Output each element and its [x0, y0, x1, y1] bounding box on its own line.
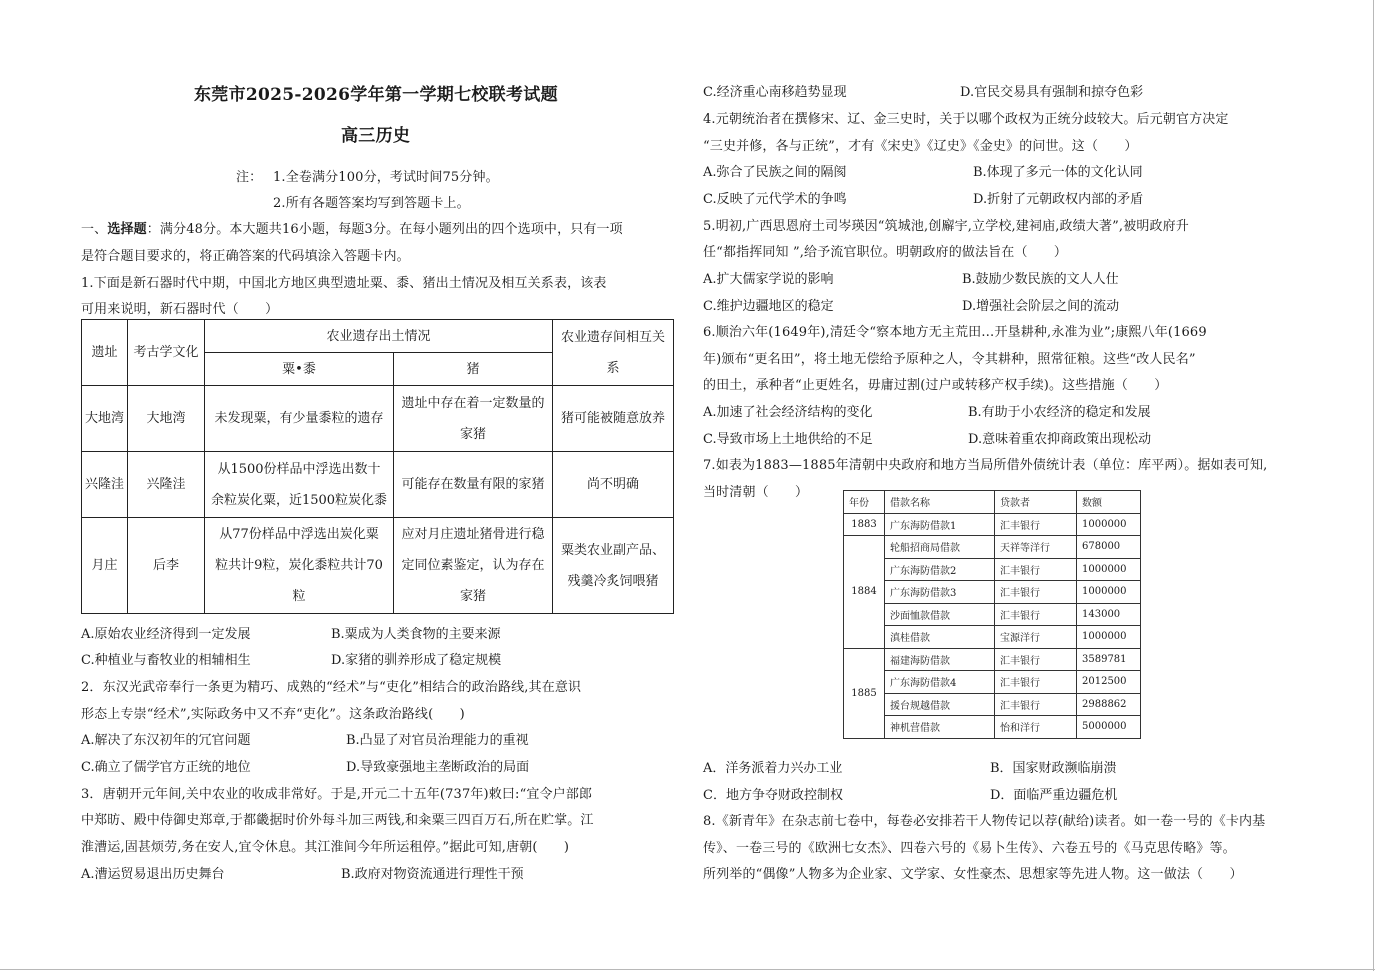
q7-header-name: 借款名称: [885, 491, 995, 514]
q1-header-pig: 猪: [394, 353, 553, 386]
q4-stem-line1: 4.元朝统治者在撰修宋、辽、金三史时，关于以哪个政权为正统分歧较大。后元朝官方决定: [703, 112, 1229, 127]
q7-option-a: A．洋务派着力兴办工业: [703, 761, 843, 776]
table-cell: 143000: [1077, 603, 1141, 626]
q6-stem-line1: 6.顺治六年(1649年),清廷令“察本地方无主荒田…开垦耕种,永准为业”;康熙八年(1669: [703, 325, 1207, 340]
q8-stem-line3: 所列举的“偶像”人物多为企业家、文学家、女性豪杰、思想家等先进人物。这一做法（ ）: [703, 867, 1243, 882]
q7-option-c: C．地方争夺财政控制权: [703, 788, 843, 803]
table-cell: 后李: [128, 518, 205, 614]
table-cell: 678000: [1077, 536, 1141, 559]
table-cell: 汇丰银行: [995, 693, 1077, 716]
table-cell: 1000000: [1077, 558, 1141, 581]
table-cell: 从1500份样品中浮选出数十 余粒炭化粟，近1500粒炭化黍: [205, 452, 394, 518]
q3-option-b: B.政府对物资流通进行理性干预: [341, 867, 524, 882]
q3-stem-line1: 3．唐朝开元年间,关中农业的收成非常好。于是,开元二十五年(737年)敕曰:“宜令户部郎: [81, 787, 593, 802]
q4-option-c: C.反映了元代学术的争鸣: [703, 192, 847, 207]
q5-option-b: B.鼓励少数民族的文人人仕: [962, 272, 1119, 287]
q7-header-amount: 数额: [1077, 491, 1141, 514]
q6-option-b: B.有助于小农经济的稳定和发展: [968, 405, 1151, 420]
table-cell: 广东海防借款2: [885, 558, 995, 581]
table-cell: 大地湾: [128, 386, 205, 452]
q7-option-d: D．面临严重边疆危机: [990, 788, 1118, 803]
table-cell: 广东海防借款4: [885, 671, 995, 694]
q1-header-culture: 考古学文化: [128, 320, 205, 386]
q1-header-agriculture: 农业遗存出土情况: [205, 320, 553, 353]
table-cell: 援台规越借款: [885, 693, 995, 716]
q8-stem-line1: 8.《新青年》在杂志前七卷中，每卷必安排若干人物传记以荐(献给)读者。如一卷一号的《卡内基: [703, 814, 1266, 829]
table-cell: 3589781: [1077, 648, 1141, 671]
q6-option-d: D.意味着重农抑商政策出现松动: [968, 432, 1152, 447]
section-heading: 一、选择题：满分48分。本大题共16小题，每题3分。在每小题列出的四个选项中，只有一项: [81, 222, 623, 237]
table-cell: 滇桂借款: [885, 626, 995, 649]
q1-option-b: B.粟成为人类食物的主要来源: [331, 627, 501, 642]
q5-option-a: A.扩大儒家学说的影响: [703, 272, 834, 287]
table-cell: 汇丰银行: [995, 513, 1077, 536]
q1-header-relation: 农业遗存间相互关 系: [553, 320, 674, 386]
table-cell: 未发现粟，有少量黍粒的遗存: [205, 386, 394, 452]
table-cell: 尚不明确: [553, 452, 674, 518]
q1-header-site: 遗址: [82, 320, 128, 386]
table-cell: 兴隆洼: [82, 452, 128, 518]
q4-option-a: A.弥合了民族之间的隔阂: [703, 165, 847, 180]
q6-stem-line2: 年)颁布“更名田”，将土地无偿给予原种之人，令其耕种，照常征粮。这些“改人民名”: [703, 352, 1196, 367]
table-cell: 1884: [844, 536, 885, 649]
note-2: 2.所有各题答案均写到答题卡上。: [273, 196, 470, 211]
table-cell: 福建海防借款: [885, 648, 995, 671]
q1-option-c: C.种植业与畜牧业的相辅相生: [81, 653, 251, 668]
table-cell: 月庄: [82, 518, 128, 614]
q7-stem-line2: 当时清朝（ ）: [703, 485, 809, 500]
exam-title: 东莞市2025-2026学年第一学期七校联考试题: [194, 85, 558, 105]
table-cell: 粟类农业副产品、 残羹冷炙饲喂猪: [553, 518, 674, 614]
q1-stem-line1: 1.下面是新石器时代中期，中国北方地区典型遗址粟、黍、猪出土情况及相互关系表，该表: [81, 276, 607, 291]
q1-option-a: A.原始农业经济得到一定发展: [81, 627, 251, 642]
q3-option-c: C.经济重心南移趋势显现: [703, 85, 847, 100]
q6-option-c: C.导致市场上土地供给的不足: [703, 432, 873, 447]
table-cell: 1883: [844, 513, 885, 536]
q4-stem-line2: “三史并修，各与正统”，才有《宋史》《辽史》《金史》的问世。这（ ）: [703, 139, 1138, 154]
table-cell: 汇丰银行: [995, 581, 1077, 604]
table-cell: 可能存在数量有限的家猪: [394, 452, 553, 518]
q5-stem-line2: 任“都指挥同知 ”,给予流官职位。明朝政府的做法旨在（ ）: [703, 245, 1068, 260]
q7-table: [843, 490, 1141, 739]
table-cell: 1000000: [1077, 513, 1141, 536]
q5-option-d: D.增强社会阶层之间的流动: [962, 299, 1120, 314]
table-cell: 猪可能被随意放养: [553, 386, 674, 452]
table-cell: 汇丰银行: [995, 558, 1077, 581]
q5-option-c: C.维护边疆地区的稳定: [703, 299, 834, 314]
table-cell: 怡和洋行: [995, 716, 1077, 739]
q2-stem-line2: 形态上专崇“经术”,实际政务中又不弃“吏化”。这条政治路线( ): [81, 707, 465, 722]
q3-stem-line2: 中郑昉、殿中侍御史郑章,于都畿据时价外每斗加三两钱,和籴粟三四百万石,所在贮掌。江: [81, 813, 594, 828]
table-cell: 1000000: [1077, 626, 1141, 649]
table-cell: 应对月庄遗址猪骨进行稳 定同位素鉴定，认为存在 家猪: [394, 518, 553, 614]
table-cell: 神机营借款: [885, 716, 995, 739]
q7-header-lender: 贷款者: [995, 491, 1077, 514]
q2-option-b: B.凸显了对官员治理能力的重视: [346, 733, 529, 748]
q4-option-d: D.折射了元朝政权内部的矛盾: [973, 192, 1144, 207]
table-cell: 沙面恤款借款: [885, 603, 995, 626]
section-heading-line2: 是符合题目要求的，将正确答案的代码填涂入答题卡内。: [81, 249, 410, 264]
table-cell: 兴隆洼: [128, 452, 205, 518]
q3-stem-line3: 淮漕运,固甚烦劳,务在安人,宜令休息。其江淮间今年所运租停。”据此可知,唐朝( ): [81, 840, 570, 855]
q2-stem-line1: 2．东汉光武帝奉行一条更为精巧、成熟的“经术”与“吏化”相结合的政治路线,其在意识: [81, 680, 582, 695]
q5-stem-line1: 5.明初,广西思恩府土司岑瑛因“筑城池,创廨宇,立学校,建祠庙,政绩大著”,被明政府升: [703, 219, 1189, 234]
table-cell: 广东海防借款3: [885, 581, 995, 604]
table-cell: 广东海防借款1: [885, 513, 995, 536]
table-cell: 宝源洋行: [995, 626, 1077, 649]
table-cell: 天祥等洋行: [995, 536, 1077, 559]
q7-option-b: B．国家财政濒临崩溃: [990, 761, 1117, 776]
q1-option-d: D.家猪的驯养形成了稳定规模: [331, 653, 502, 668]
q1-stem-line2: 可用来说明，新石器时代（ ）: [81, 302, 279, 317]
table-cell: 1000000: [1077, 581, 1141, 604]
q2-option-a: A.解决了东汉初年的冗官问题: [81, 733, 251, 748]
table-cell: 大地湾: [82, 386, 128, 452]
q2-option-c: C.确立了儒学官方正统的地位: [81, 760, 251, 775]
table-cell: 汇丰银行: [995, 603, 1077, 626]
note-1: 1.全卷满分100分，考试时间75分钟。: [273, 170, 499, 185]
table-cell: 汇丰银行: [995, 671, 1077, 694]
page-border-bottom: [0, 969, 1375, 970]
table-cell: 轮船招商局借款: [885, 536, 995, 559]
q6-stem-line3: 的田土，承种者“止更姓名，毋庸过割(过户或转移产权手续)。这些措施（ ）: [703, 378, 1168, 393]
q4-option-b: B.体现了多元一体的文化认同: [973, 165, 1143, 180]
q3-option-a: A.漕运贸易退出历史舞台: [81, 867, 225, 882]
table-cell: 2988862: [1077, 693, 1141, 716]
q1-header-millet: 粟•黍: [205, 353, 394, 386]
subject-title: 高三历史: [341, 126, 411, 146]
note-label: 注：: [236, 170, 263, 185]
q2-option-d: D.导致豪强地主垄断政治的局面: [346, 760, 530, 775]
table-cell: 1885: [844, 648, 885, 738]
q7-header-year: 年份: [844, 491, 885, 514]
table-cell: 从77份样品中浮选出炭化粟 粒共计9粒，炭化黍粒共计70 粒: [205, 518, 394, 614]
table-cell: 2012500: [1077, 671, 1141, 694]
q6-option-a: A.加速了社会经济结构的变化: [703, 405, 873, 420]
table-cell: 遗址中存在着一定数量的 家猪: [394, 386, 553, 452]
q3-option-d: D.官民交易具有强制和掠夺色彩: [960, 85, 1144, 100]
page-border-right: [1373, 0, 1374, 971]
q8-stem-line2: 传》、一卷三号的《欧洲七女杰》、四卷六号的《易卜生传》、六卷五号的《马克思传略》等。: [703, 841, 1236, 856]
table-cell: 汇丰银行: [995, 648, 1077, 671]
table-cell: 5000000: [1077, 716, 1141, 739]
q7-stem-line1: 7.如表为1883—1885年清朝中央政府和地方当局所借外债统计表（单位：库平两）。据如表可知,: [703, 458, 1268, 473]
q1-table: [81, 319, 674, 614]
